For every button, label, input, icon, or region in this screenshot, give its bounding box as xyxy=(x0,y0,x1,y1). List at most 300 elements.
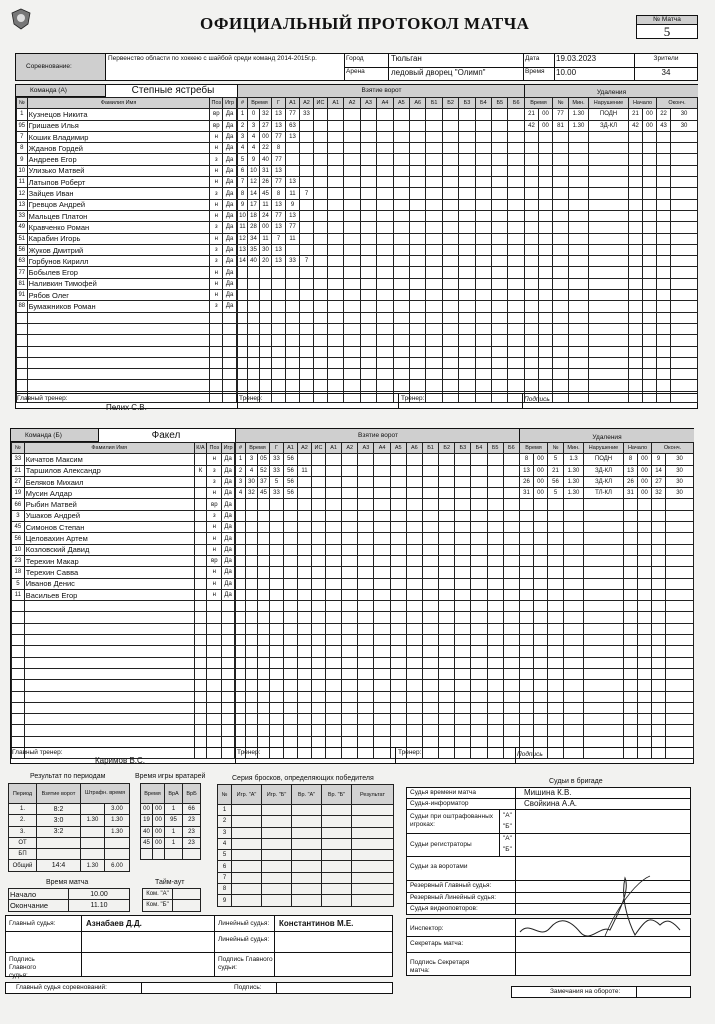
goal-assist1 xyxy=(284,612,298,623)
pen-end-min xyxy=(657,143,671,154)
goal-cell xyxy=(410,143,426,154)
goal-cell xyxy=(377,267,393,278)
goal-assist2 xyxy=(298,476,312,487)
pen-sec xyxy=(534,635,548,646)
goalie-a: 1 xyxy=(165,804,183,815)
goal-cell xyxy=(508,210,524,221)
pen-duration xyxy=(564,646,584,657)
pen-start-sec xyxy=(643,154,657,165)
roster-header: Игр xyxy=(223,98,237,109)
player-position: н xyxy=(210,143,223,154)
pen-start-min xyxy=(624,635,638,646)
goal-cell xyxy=(358,736,374,747)
goal-cell xyxy=(410,188,426,199)
pen-duration xyxy=(564,680,584,691)
goal-header: ИС xyxy=(312,443,326,454)
shootout-cell xyxy=(322,805,352,816)
pen-player xyxy=(553,312,569,323)
goal-cell xyxy=(393,199,409,210)
goal-cell xyxy=(326,646,342,657)
goal-assist2 xyxy=(300,177,314,188)
goal-cell xyxy=(471,488,487,499)
goal-cell xyxy=(503,657,519,668)
pen-start-sec xyxy=(643,188,657,199)
goal-cell xyxy=(508,323,524,334)
period-pen-a xyxy=(81,804,105,815)
goal-row xyxy=(236,623,520,634)
player-position: вр xyxy=(207,555,222,566)
goal-cell xyxy=(358,567,374,578)
goal-num: 13 xyxy=(238,244,248,255)
pen-start-min xyxy=(629,312,643,323)
pen-player xyxy=(553,301,569,312)
player-position: н xyxy=(210,199,223,210)
penalty-row xyxy=(520,465,694,476)
shootout-cell xyxy=(322,872,352,883)
goal-scorer xyxy=(270,623,284,634)
shootout-header: Вр. "Б" xyxy=(322,785,352,805)
player-position: н xyxy=(207,522,222,533)
pen-end-min xyxy=(657,256,671,267)
goal-row xyxy=(236,454,520,465)
goal-cell xyxy=(390,646,406,657)
goal-cell xyxy=(503,601,519,612)
pen-end-min xyxy=(657,233,671,244)
player-position xyxy=(207,635,222,646)
pen-sec xyxy=(539,380,553,391)
goal-min: 32 xyxy=(246,488,258,499)
pen-end-min xyxy=(657,131,671,142)
goal-num xyxy=(236,623,246,634)
goal-cell xyxy=(455,578,471,589)
goal-cell xyxy=(455,589,471,600)
shootout-header: № xyxy=(218,785,232,805)
penalty-row xyxy=(520,702,694,713)
goal-scorer xyxy=(270,555,284,566)
goal-cell xyxy=(374,589,390,600)
pen-end-min xyxy=(652,612,666,623)
pen-player xyxy=(548,748,564,759)
goal-cell xyxy=(393,267,409,278)
player-number xyxy=(12,657,25,668)
pen-min xyxy=(525,323,539,334)
ref-reserve-line-label: Резервный Линейный судья: xyxy=(410,894,497,901)
goal-min: 4 xyxy=(246,465,258,476)
goal-cell xyxy=(459,346,475,357)
goal-cell xyxy=(442,177,458,188)
goal-cell xyxy=(377,357,393,368)
pen-violation xyxy=(589,222,629,233)
goal-cell xyxy=(360,357,376,368)
pen-violation xyxy=(589,301,629,312)
goal-cell xyxy=(312,612,326,623)
pen-duration xyxy=(569,369,589,380)
player-position: н xyxy=(207,533,222,544)
goal-sec: 40 xyxy=(260,154,272,165)
pen-sec xyxy=(539,154,553,165)
goal-cell xyxy=(475,143,491,154)
goal-cell xyxy=(442,301,458,312)
pen-sec xyxy=(534,578,548,589)
pen-duration: 1.30 xyxy=(564,488,584,499)
pen-violation xyxy=(589,380,629,391)
goalie-a: 95 xyxy=(165,815,183,826)
goal-cell xyxy=(439,522,455,533)
pen-duration xyxy=(569,267,589,278)
goal-cell xyxy=(492,369,508,380)
pen-end-sec xyxy=(666,702,694,713)
pen-end-sec xyxy=(671,199,698,210)
pen-end-sec xyxy=(666,736,694,747)
pen-player xyxy=(548,668,564,679)
period-score: 14:4 xyxy=(37,860,81,871)
goal-scorer xyxy=(270,748,284,759)
player-plays: Да xyxy=(223,131,237,142)
goal-assist2 xyxy=(298,748,312,759)
pen-end-min xyxy=(652,668,666,679)
player-name: Зайцев Иван xyxy=(27,188,210,199)
roster-header: Фамилия Имя xyxy=(24,443,194,454)
goal-cell xyxy=(358,646,374,657)
goal-min xyxy=(246,691,258,702)
goal-cell xyxy=(475,120,491,131)
goal-scorer xyxy=(270,578,284,589)
notes-label: Замечания на обороте: xyxy=(550,988,621,995)
pen-end-sec xyxy=(666,657,694,668)
goal-cell xyxy=(475,188,491,199)
pen-end-sec xyxy=(666,510,694,521)
goal-cell xyxy=(475,199,491,210)
player-position: н xyxy=(210,210,223,221)
shootout-row xyxy=(218,827,394,838)
pen-start-sec xyxy=(638,714,652,725)
goal-cell xyxy=(326,635,342,646)
goal-assist1 xyxy=(284,555,298,566)
goal-cell xyxy=(377,323,393,334)
goal-cell xyxy=(455,736,471,747)
goal-cell xyxy=(393,165,409,176)
goal-assist2 xyxy=(300,290,314,301)
goal-cell xyxy=(503,646,519,657)
pen-violation xyxy=(584,680,624,691)
pen-start-min xyxy=(624,510,638,521)
goal-cell xyxy=(459,380,475,391)
player-number: 23 xyxy=(12,555,25,566)
pen-start-min xyxy=(624,589,638,600)
player-position: н xyxy=(210,290,223,301)
goal-cell xyxy=(508,177,524,188)
main-sign-label-2: Подпись Главного судьи: xyxy=(218,956,273,971)
goal-cell xyxy=(342,736,358,747)
goal-cell xyxy=(393,154,409,165)
goal-cell xyxy=(326,544,342,555)
pen-violation xyxy=(589,165,629,176)
goal-cell xyxy=(358,725,374,736)
goal-assist1 xyxy=(286,357,300,368)
pen-sec xyxy=(534,668,548,679)
team-b-goals-title: Взятие ворот xyxy=(235,429,520,443)
goal-cell xyxy=(439,691,455,702)
goal-cell xyxy=(314,357,328,368)
pen-start-sec xyxy=(638,567,652,578)
goal-cell xyxy=(422,578,438,589)
goal-row xyxy=(238,165,525,176)
goal-cell xyxy=(326,499,342,510)
goal-cell xyxy=(422,623,438,634)
goal-min: 17 xyxy=(248,199,260,210)
goal-cell xyxy=(471,533,487,544)
shootout-num: 4 xyxy=(218,838,232,849)
goal-cell xyxy=(328,188,344,199)
player-position xyxy=(207,680,222,691)
goal-header: А2 xyxy=(300,98,314,109)
time-label: Время xyxy=(525,68,545,75)
player-number: 45 xyxy=(12,522,25,533)
pen-min xyxy=(520,680,534,691)
goal-cell xyxy=(422,691,438,702)
goal-cell xyxy=(426,109,442,120)
pen-sec xyxy=(534,544,548,555)
goal-cell xyxy=(459,154,475,165)
pen-min xyxy=(520,544,534,555)
goal-cell xyxy=(314,199,328,210)
goal-sec xyxy=(260,290,272,301)
goal-row xyxy=(236,567,520,578)
goal-cell xyxy=(492,301,508,312)
goal-cell xyxy=(426,154,442,165)
pen-violation xyxy=(589,290,629,301)
goal-cell xyxy=(312,476,326,487)
player-plays xyxy=(222,623,235,634)
goal-cell xyxy=(492,380,508,391)
pen-sec xyxy=(534,736,548,747)
goalie-row xyxy=(141,826,201,837)
goal-cell xyxy=(492,210,508,221)
goal-cell xyxy=(358,544,374,555)
goal-cell xyxy=(471,555,487,566)
pen-violation xyxy=(589,131,629,142)
goal-cell xyxy=(475,290,491,301)
pen-sec: 00 xyxy=(539,120,553,131)
pen-min xyxy=(525,177,539,188)
pen-min xyxy=(520,612,534,623)
pen-min xyxy=(520,567,534,578)
pen-player xyxy=(553,290,569,301)
goal-min: 10 xyxy=(248,165,260,176)
goal-assist2 xyxy=(298,657,312,668)
goal-cell xyxy=(393,233,409,244)
goal-num: 2 xyxy=(238,120,248,131)
goal-cell xyxy=(475,346,491,357)
goal-cell xyxy=(503,736,519,747)
penalty-row xyxy=(520,488,694,499)
goal-assist1: 11 xyxy=(286,188,300,199)
pen-player xyxy=(548,499,564,510)
goal-cell xyxy=(374,499,390,510)
period-pen-a xyxy=(81,826,105,837)
goal-cell xyxy=(406,612,422,623)
goal-cell xyxy=(422,555,438,566)
pen-sec xyxy=(539,301,553,312)
goal-cell xyxy=(377,233,393,244)
pen-player xyxy=(553,278,569,289)
pen-start-sec: 00 xyxy=(638,465,652,476)
goal-row xyxy=(236,680,520,691)
goal-cell xyxy=(439,589,455,600)
goal-cell xyxy=(410,199,426,210)
goal-cell xyxy=(487,668,503,679)
pen-start-sec xyxy=(638,748,652,759)
ref-goal-label: Судьи за воротами xyxy=(410,863,468,870)
player-row xyxy=(17,177,237,188)
team-a-goals xyxy=(237,97,525,403)
goal-cell xyxy=(439,499,455,510)
goal-cell xyxy=(390,589,406,600)
goal-cell xyxy=(326,567,342,578)
goal-cell xyxy=(459,323,475,334)
match-end: 11.10 xyxy=(69,900,130,911)
goal-cell xyxy=(328,256,344,267)
player-name: Целовахин Артем xyxy=(24,533,194,544)
goal-cell xyxy=(439,748,455,759)
player-row xyxy=(12,702,235,713)
goal-assist2 xyxy=(298,623,312,634)
line-ref2-label: Линейный судья: xyxy=(218,936,270,943)
goal-cell xyxy=(410,210,426,221)
penalty-row xyxy=(520,748,694,759)
pen-end-min xyxy=(652,601,666,612)
pen-end-sec xyxy=(671,301,698,312)
goal-assist2 xyxy=(300,323,314,334)
team-b-pen-title: Удаления xyxy=(519,429,694,443)
pen-start-min xyxy=(624,657,638,668)
pen-start-min: 13 xyxy=(624,465,638,476)
goal-scorer xyxy=(270,522,284,533)
goal-cell xyxy=(393,278,409,289)
goal-sec xyxy=(260,278,272,289)
goal-cell xyxy=(503,635,519,646)
goal-min: 30 xyxy=(246,476,258,487)
pen-violation xyxy=(589,199,629,210)
shootout-cell xyxy=(232,861,262,872)
penalty-row xyxy=(525,244,698,255)
pen-end-sec xyxy=(666,635,694,646)
goal-cell xyxy=(439,725,455,736)
goal-assist2 xyxy=(300,131,314,142)
goal-min xyxy=(246,702,258,713)
goal-cell xyxy=(390,555,406,566)
goal-cell xyxy=(326,714,342,725)
goal-cell xyxy=(471,736,487,747)
signature-scribble xyxy=(510,870,700,950)
goal-cell xyxy=(374,657,390,668)
goal-assist1 xyxy=(284,691,298,702)
goal-num: 3 xyxy=(236,476,246,487)
goal-cell xyxy=(312,555,326,566)
pen-end-min xyxy=(652,544,666,555)
player-plays: Да xyxy=(222,567,235,578)
goal-cell xyxy=(314,301,328,312)
pen-start-min xyxy=(624,623,638,634)
pen-min xyxy=(525,301,539,312)
goal-cell xyxy=(326,476,342,487)
goal-cell xyxy=(342,623,358,634)
player-row xyxy=(17,154,237,165)
goal-cell xyxy=(442,222,458,233)
pen-duration xyxy=(569,323,589,334)
player-captain xyxy=(194,578,207,589)
period-score xyxy=(37,837,81,848)
goal-cell xyxy=(328,335,344,346)
player-name: Кузнецов Никита xyxy=(27,109,210,120)
ref-registrars-label: Судьи регистраторы xyxy=(410,841,472,848)
goal-assist1 xyxy=(284,680,298,691)
goal-assist1 xyxy=(286,290,300,301)
shootout-cell xyxy=(262,805,292,816)
player-name: Кошик Владимир xyxy=(27,131,210,142)
goal-cell xyxy=(393,244,409,255)
goal-cell xyxy=(344,335,360,346)
player-number: 33 xyxy=(17,210,28,221)
goal-header: Б6 xyxy=(503,443,519,454)
goal-header: А3 xyxy=(358,443,374,454)
shootout-cell xyxy=(232,805,262,816)
goal-assist1: 13 xyxy=(286,210,300,221)
goal-cell xyxy=(326,522,342,533)
spectators-label: Зрители xyxy=(653,55,679,62)
goal-cell xyxy=(475,301,491,312)
penalty-row xyxy=(525,278,698,289)
goal-cell xyxy=(475,154,491,165)
pen-player: 77 xyxy=(553,109,569,120)
pen-player xyxy=(553,335,569,346)
shootout-row xyxy=(218,816,394,827)
team-a-coach: Пелих С.В. xyxy=(106,403,147,412)
goal-cell xyxy=(390,657,406,668)
player-row xyxy=(17,369,237,380)
pen-start-min xyxy=(624,702,638,713)
goal-cell xyxy=(471,578,487,589)
goal-cell xyxy=(358,612,374,623)
player-name: Беляков Михаил xyxy=(24,476,194,487)
goal-num xyxy=(238,335,248,346)
pen-start-sec xyxy=(638,578,652,589)
player-number: 91 xyxy=(17,290,28,301)
player-number: 10 xyxy=(12,544,25,555)
goal-cell xyxy=(492,109,508,120)
goal-cell xyxy=(471,601,487,612)
goal-num xyxy=(236,714,246,725)
team-b-label: Команда (Б) xyxy=(11,429,99,442)
goal-cell xyxy=(342,646,358,657)
goal-cell xyxy=(442,323,458,334)
pen-start-min: 31 xyxy=(624,488,638,499)
pen-end-min xyxy=(652,578,666,589)
periods-header: Штрафн. время xyxy=(81,784,130,804)
pen-player xyxy=(548,623,564,634)
pen-duration: 1.3 xyxy=(564,454,584,465)
goal-cell xyxy=(508,256,524,267)
player-number: 7 xyxy=(17,131,28,142)
pen-player xyxy=(553,154,569,165)
goal-cell xyxy=(328,267,344,278)
match-number-box xyxy=(636,15,698,39)
player-position xyxy=(210,380,223,391)
goal-assist2 xyxy=(298,702,312,713)
pen-end-min xyxy=(657,278,671,289)
goal-cell xyxy=(475,210,491,221)
pen-start-min xyxy=(629,131,643,142)
